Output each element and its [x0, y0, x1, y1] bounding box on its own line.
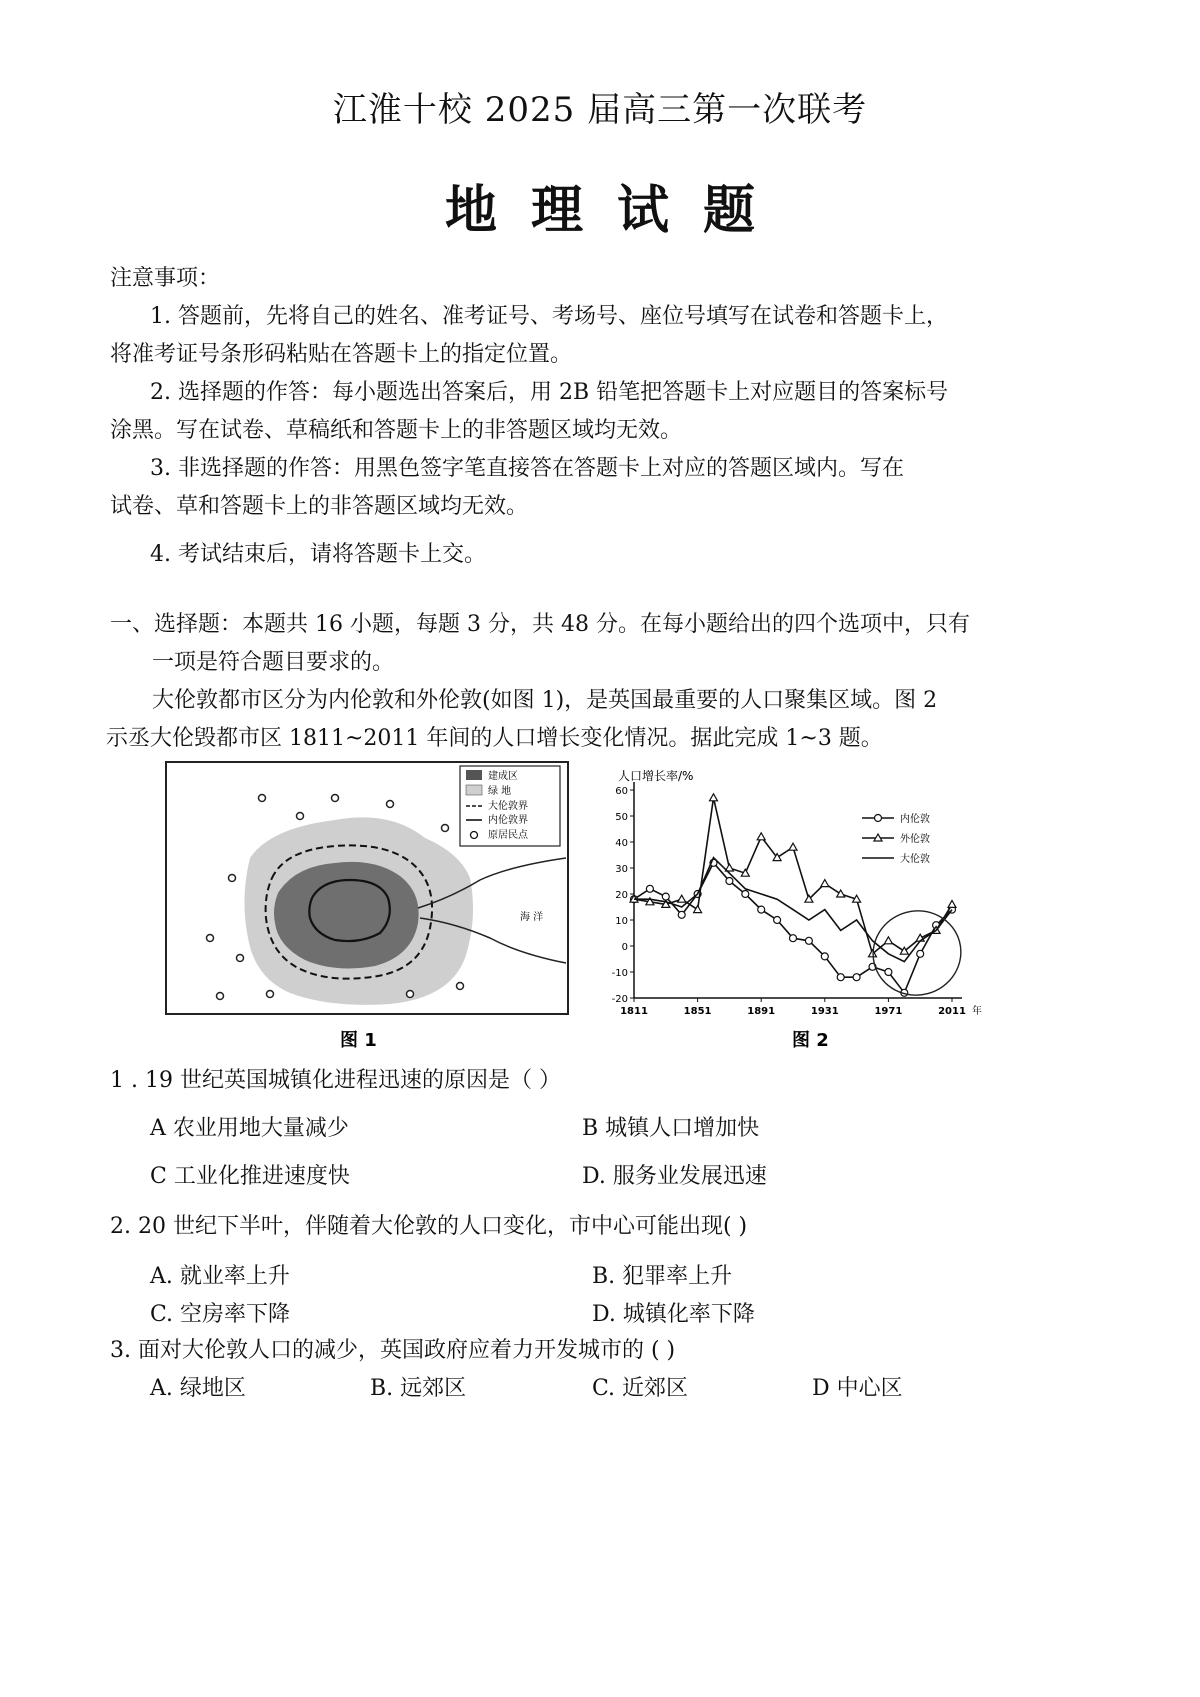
question-1-stem: 1 . 19 世纪英国城镇化进程迅速的原因是（ ）: [110, 1068, 561, 1093]
figure-2-x-unit: 年: [972, 1006, 982, 1017]
figure-2-x-tick-label: 1891: [747, 1006, 776, 1017]
figure-2-chart: [612, 758, 1072, 1058]
question-2-stem: 2. 20 世纪下半叶，伴随着大伦敦的人口变化，市中心可能出现( ): [110, 1214, 748, 1239]
figure-2-point-inner: [678, 911, 685, 918]
figure-2-y-tick-label: 40: [615, 838, 628, 849]
intro-line-2: 示丞大伦毁都市区 1811~2011 年间的人口增长变化情况。据此完成 1~3 题。: [106, 726, 883, 751]
figure-2-point-outer: [757, 833, 765, 840]
question-3-stem: 3. 面对大伦敦人口的减少，英国政府应着力开发城市的 ( ): [110, 1338, 676, 1363]
question-2-option-b: B. 犯罪率上升: [592, 1264, 733, 1289]
question-3-option-d: D 中心区: [812, 1376, 903, 1401]
notice-item-4: 4. 考试结束后，请将答题卡上交。: [150, 542, 486, 567]
figure-2-point-outer: [789, 843, 797, 850]
intro-line-1: 大伦敦都市区分为内伦敦和外伦敦(如图 1)，是英国最重要的人口聚集区域。图 2: [152, 688, 938, 713]
figure-2-point-inner: [805, 937, 812, 944]
figure-2-y-tick-label: 10: [615, 916, 628, 927]
figure-2-legend-label: 外伦敦: [900, 834, 930, 845]
figure-1-legend-inner-boundary: 内伦敦界: [488, 815, 528, 826]
figure-2-point-inner: [853, 974, 860, 981]
figure-2-y-tick-label: -20: [612, 994, 628, 1005]
figure-1-legend-settlement: 原居民点: [488, 830, 528, 841]
question-2-option-c: C. 空房率下降: [150, 1302, 291, 1327]
figure-2-y-tick-label: 60: [615, 786, 628, 797]
figure-2-legend-label: 大伦敦: [900, 854, 930, 865]
figure-2-y-tick-label: 30: [615, 864, 628, 875]
question-1-option-a: A 农业用地大量减少: [150, 1116, 349, 1141]
notice-item-1-line-2: 将准考证号条形码粘贴在答题卡上的指定位置。: [110, 342, 573, 367]
figure-1-sea-label: 海 洋: [520, 912, 544, 923]
figure-2-legend-label: 内伦敦: [900, 814, 930, 825]
question-1-option-d: D. 服务业发展迅速: [582, 1164, 767, 1189]
figure-1-legend-green: 绿 地: [488, 786, 512, 797]
notice-heading: 注意事项：: [110, 266, 221, 291]
figure-2-point-outer: [837, 890, 845, 897]
question-2-option-a: A. 就业率上升: [150, 1264, 290, 1289]
figure-1-map: [160, 758, 580, 1058]
notice-item-2-line-1: 2. 选择题的作答：每小题选出答案后，用 2B 铅笔把答题卡上对应题目的答案标号: [150, 380, 949, 405]
figure-2-y-tick-label: -10: [612, 968, 628, 979]
figure-2-y-tick-label: 20: [615, 890, 628, 901]
figure-2-point-outer: [884, 937, 892, 944]
figure-2-x-tick-label: 1931: [810, 1006, 839, 1017]
section-1-line-1: 一、选择题：本题共 16 小题，每题 3 分，共 48 分。在每小题给出的四个选项中，只有: [110, 612, 970, 637]
figure-2-point-inner: [726, 878, 733, 885]
figure-2-x-tick-label: 1851: [683, 1006, 712, 1017]
figure-2-point-outer: [694, 906, 702, 913]
figure-2-point-outer: [821, 880, 829, 887]
question-1-option-c: C 工业化推进速度快: [150, 1164, 350, 1189]
section-1-line-2: 一项是符合题目要求的。: [152, 650, 395, 675]
figure-2-point-inner: [837, 974, 844, 981]
figure-2-point-inner: [821, 953, 828, 960]
notice-item-3-line-1: 3. 非选择题的作答：用黑色签字笔直接答在答题卡上对应的答题区域内。写在: [150, 456, 904, 481]
figure-2-point-inner: [662, 893, 669, 900]
figure-2-point-inner: [885, 969, 892, 976]
subject-title: 地理试题: [444, 180, 789, 241]
figure-2-caption: 图 2: [792, 1030, 829, 1051]
figure-2-point-inner: [758, 906, 765, 913]
question-3-option-a: A. 绿地区: [150, 1376, 246, 1401]
figure-2-point-outer: [710, 794, 718, 801]
figure-2-y-tick-label: 50: [615, 812, 628, 823]
figure-2-ylabel: 人口增长率/%: [618, 769, 694, 783]
figure-2-series-line-0: [634, 863, 952, 993]
notice-item-1-line-1: 1. 答题前，先将自己的姓名、准考证号、考场号、座位号填写在试卷和答题卡上，: [150, 304, 948, 329]
figure-2-point-inner: [917, 950, 924, 957]
question-3-option-c: C. 近郊区: [592, 1376, 689, 1401]
notice-item-3-line-2: 试卷、草和答题卡上的非答题区域均无效。: [110, 494, 529, 519]
figure-2-x-tick-label: 1811: [620, 1006, 648, 1017]
figure-2-y-tick-label: 0: [621, 942, 628, 953]
figure-2-point-inner: [790, 935, 797, 942]
figure-1-legend-greater-boundary: 大伦敦界: [488, 801, 528, 812]
exam-title: 江淮十校 2025 届高三第一次联考: [332, 90, 868, 130]
figure-2-point-inner: [774, 917, 781, 924]
notice-item-2-line-2: 涂黑。写在试卷、草稿纸和答题卡上的非答题区域均无效。: [110, 418, 683, 443]
figure-1-caption: 图 1: [340, 1030, 377, 1051]
figure-2-point-outer: [678, 895, 686, 902]
figure-2-legend-marker: [875, 815, 882, 822]
question-1-option-b: B 城镇人口增加快: [582, 1116, 760, 1141]
figure-1-legend-built-up: 建成区: [488, 771, 518, 782]
figure-2-x-tick-label: 1971: [874, 1006, 903, 1017]
figure-2-point-inner: [646, 885, 653, 892]
figure-2-x-tick-label: 2011: [938, 1006, 966, 1017]
question-3-option-b: B. 远郊区: [370, 1376, 467, 1401]
question-2-option-d: D. 城镇化率下降: [592, 1302, 755, 1327]
figure-2-point-inner: [742, 891, 749, 898]
figure-2-point-outer: [948, 900, 956, 907]
